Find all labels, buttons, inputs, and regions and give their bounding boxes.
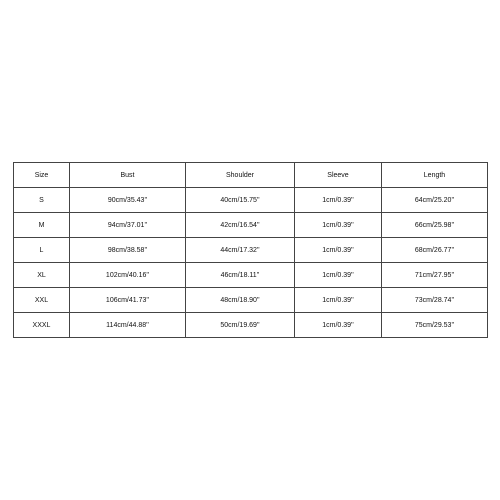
table-row <box>14 188 488 213</box>
sleeve-cell: 1cm/0.39'' <box>295 238 382 263</box>
shoulder-cell: 44cm/17.32'' <box>186 238 295 263</box>
shoulder-cell: 48cm/18.90'' <box>186 288 295 313</box>
bust-cell: 102cm/40.16'' <box>70 263 186 288</box>
sleeve-cell: 1cm/0.39'' <box>295 188 382 213</box>
shoulder-cell: 50cm/19.69'' <box>186 313 295 338</box>
header-sleeve: Sleeve <box>295 163 382 188</box>
bust-cell: 90cm/35.43'' <box>70 188 186 213</box>
sleeve-cell: 1cm/0.39'' <box>295 263 382 288</box>
header-size: Size <box>14 163 70 188</box>
length-cell: 64cm/25.20'' <box>382 188 488 213</box>
shoulder-cell: 46cm/18.11'' <box>186 263 295 288</box>
size-cell: XL <box>14 263 70 288</box>
shoulder-cell: 42cm/16.54'' <box>186 213 295 238</box>
size-chart-table <box>13 162 488 338</box>
length-cell: 66cm/25.98'' <box>382 213 488 238</box>
bust-cell: 114cm/44.88'' <box>70 313 186 338</box>
header-shoulder: Shoulder <box>186 163 295 188</box>
table-row <box>14 213 488 238</box>
sleeve-cell: 1cm/0.39'' <box>295 288 382 313</box>
shoulder-cell: 40cm/15.75'' <box>186 188 295 213</box>
table-row <box>14 313 488 338</box>
header-bust: Bust <box>70 163 186 188</box>
length-cell: 75cm/29.53'' <box>382 313 488 338</box>
bust-cell: 94cm/37.01'' <box>70 213 186 238</box>
table-row <box>14 288 488 313</box>
size-cell: L <box>14 238 70 263</box>
size-cell: XXL <box>14 288 70 313</box>
size-cell: M <box>14 213 70 238</box>
header-length: Length <box>382 163 488 188</box>
length-cell: 73cm/28.74'' <box>382 288 488 313</box>
table-header-row <box>14 163 488 188</box>
bust-cell: 106cm/41.73'' <box>70 288 186 313</box>
sleeve-cell: 1cm/0.39'' <box>295 213 382 238</box>
length-cell: 68cm/26.77'' <box>382 238 488 263</box>
size-cell: S <box>14 188 70 213</box>
sleeve-cell: 1cm/0.39'' <box>295 313 382 338</box>
bust-cell: 98cm/38.58'' <box>70 238 186 263</box>
table-row <box>14 263 488 288</box>
length-cell: 71cm/27.95'' <box>382 263 488 288</box>
size-cell: XXXL <box>14 313 70 338</box>
table-row <box>14 238 488 263</box>
